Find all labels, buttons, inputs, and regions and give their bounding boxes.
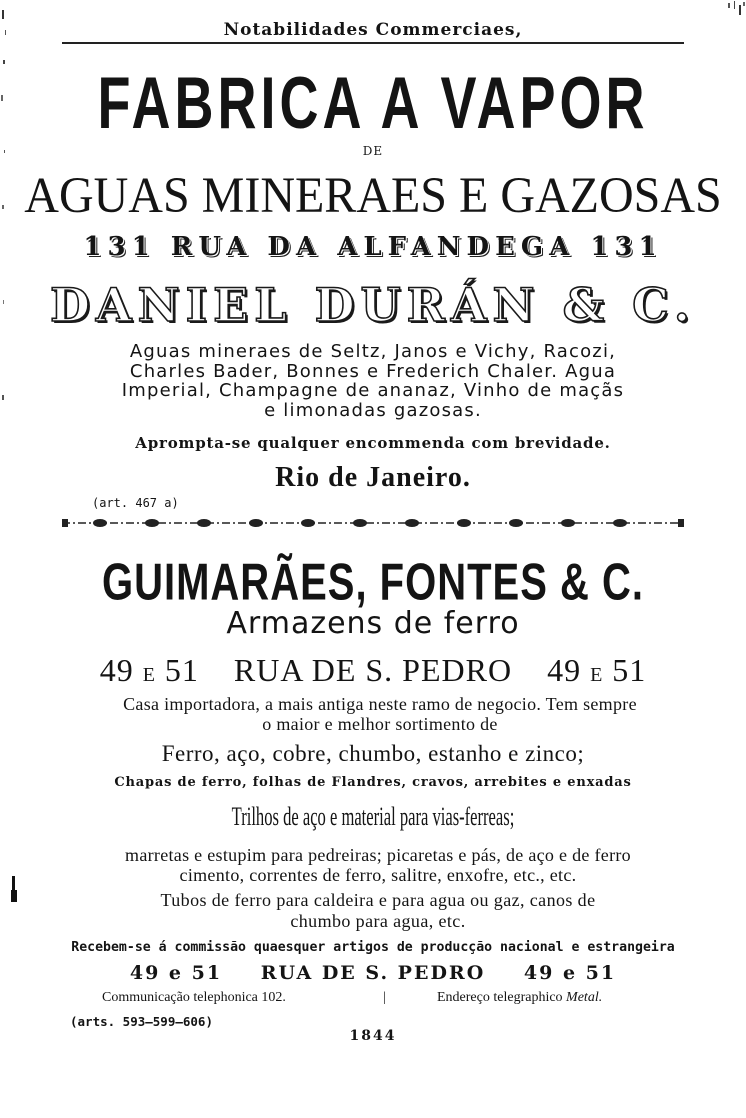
- ad2-address-number: 49: [547, 652, 582, 688]
- ad1-de: DE: [362, 144, 384, 158]
- ad2-telegraph: [437, 990, 602, 1006]
- ad2-article-refs: (arts. 593—599—606): [70, 1014, 213, 1029]
- ad2-address-number: 49: [99, 652, 134, 688]
- ad2-subtitle: Armazens de ferro: [226, 606, 520, 641]
- ad1-description-line: Aguas mineraes de Seltz, Janos e Vichy, Racozi,: [129, 341, 617, 362]
- margin-ink-mark: [10, 876, 18, 904]
- ad2-address-number: 51: [612, 652, 647, 688]
- ad2-title: GUIMARÃES, FONTES & C.: [101, 554, 645, 612]
- ad1-firm-name: DANIEL DURÁN & C.: [50, 278, 696, 332]
- ad2-address-bold: [0, 962, 746, 984]
- ad1-article-ref: (art. 467 a): [92, 496, 179, 510]
- ad1-address: 131 RUA DA ALFANDEGA 131: [83, 232, 663, 262]
- ad2-description-line: Casa importadora, a mais antiga neste ramo de negocio. Tem sempre: [123, 694, 637, 714]
- ad2-tubes-line: Tubos de ferro para caldeira e para agua ou gaz, canos de: [160, 890, 596, 910]
- ad1-description-line: Imperial, Champagne de ananaz, Vinho de maçãs: [121, 380, 625, 401]
- ad2-address-bold-right: 49 e 51: [523, 962, 617, 984]
- ad2-separator: |: [383, 990, 386, 1005]
- ad2-commission: Recebem-se á commissão quaesquer artigos de producção nacional e estrangeira: [71, 940, 675, 955]
- ad1-description-line: Charles Bader, Bonnes e Frederich Chaler. Agua: [129, 360, 617, 382]
- ad2-phone: Communicação telephonica 102.: [102, 990, 286, 1005]
- ad2-tubes: [56, 890, 700, 932]
- ornamental-divider: [62, 517, 684, 529]
- ad2-tubes-line: chumbo para agua, etc.: [290, 911, 466, 931]
- ad2-telegraph-value: Metal.: [566, 990, 603, 1005]
- header-rule: [62, 42, 684, 44]
- page-corner-specks: [706, 0, 746, 22]
- ad2-address-conjunction: E: [590, 664, 604, 686]
- ad1-city: Rio de Janeiro.: [275, 462, 471, 493]
- ad1-description-line: e limonadas gazosas.: [264, 399, 482, 421]
- ad1-description: [56, 342, 690, 420]
- ad2-address-bold-street: RUA DE S. PEDRO: [260, 962, 486, 984]
- ad2-address-bold-left: 49 e 51: [129, 962, 223, 984]
- ad2-address-street: RUA DE S. PEDRO: [233, 652, 513, 688]
- ad1-notice: Apromptа-se qualquer encommenda com brevidade.: [135, 434, 611, 452]
- ad2-address-number: 51: [164, 652, 199, 688]
- ad2-tools-line: cimento, correntes de ferro, salitre, enxofre, etc., etc.: [179, 865, 577, 885]
- ad2-address: [0, 652, 746, 689]
- ad2-description-line: o maior e melhor sortimento de: [262, 714, 498, 734]
- ad2-rails: Trilhos de aço e material para vias-ferreas;: [231, 802, 515, 831]
- ad2-tools-line: marretas e estupim para pedreiras; picaretas e pás, de aço e de ferro: [125, 845, 631, 865]
- ad2-address-conjunction: E: [142, 664, 156, 686]
- page-number: 1844: [349, 1028, 397, 1044]
- ad1-title: FABRICA A VAPOR: [97, 63, 649, 145]
- directory-header: Notabilidades Commerciaes,: [223, 20, 523, 40]
- ad2-plates: Chapas de ferro, folhas de Flandres, cravos, arrebites e enxadas: [114, 775, 632, 790]
- ad2-metals: Ferro, aço, cobre, chumbo, estanho e zinco;: [161, 741, 585, 766]
- ad2-telegraph-label: Endereço telegraphico: [437, 990, 563, 1005]
- ad1-subtitle: AGUAS MINERAES E GAZOSAS: [24, 168, 722, 224]
- ad2-tools: [56, 845, 700, 885]
- ad2-description: [60, 694, 700, 734]
